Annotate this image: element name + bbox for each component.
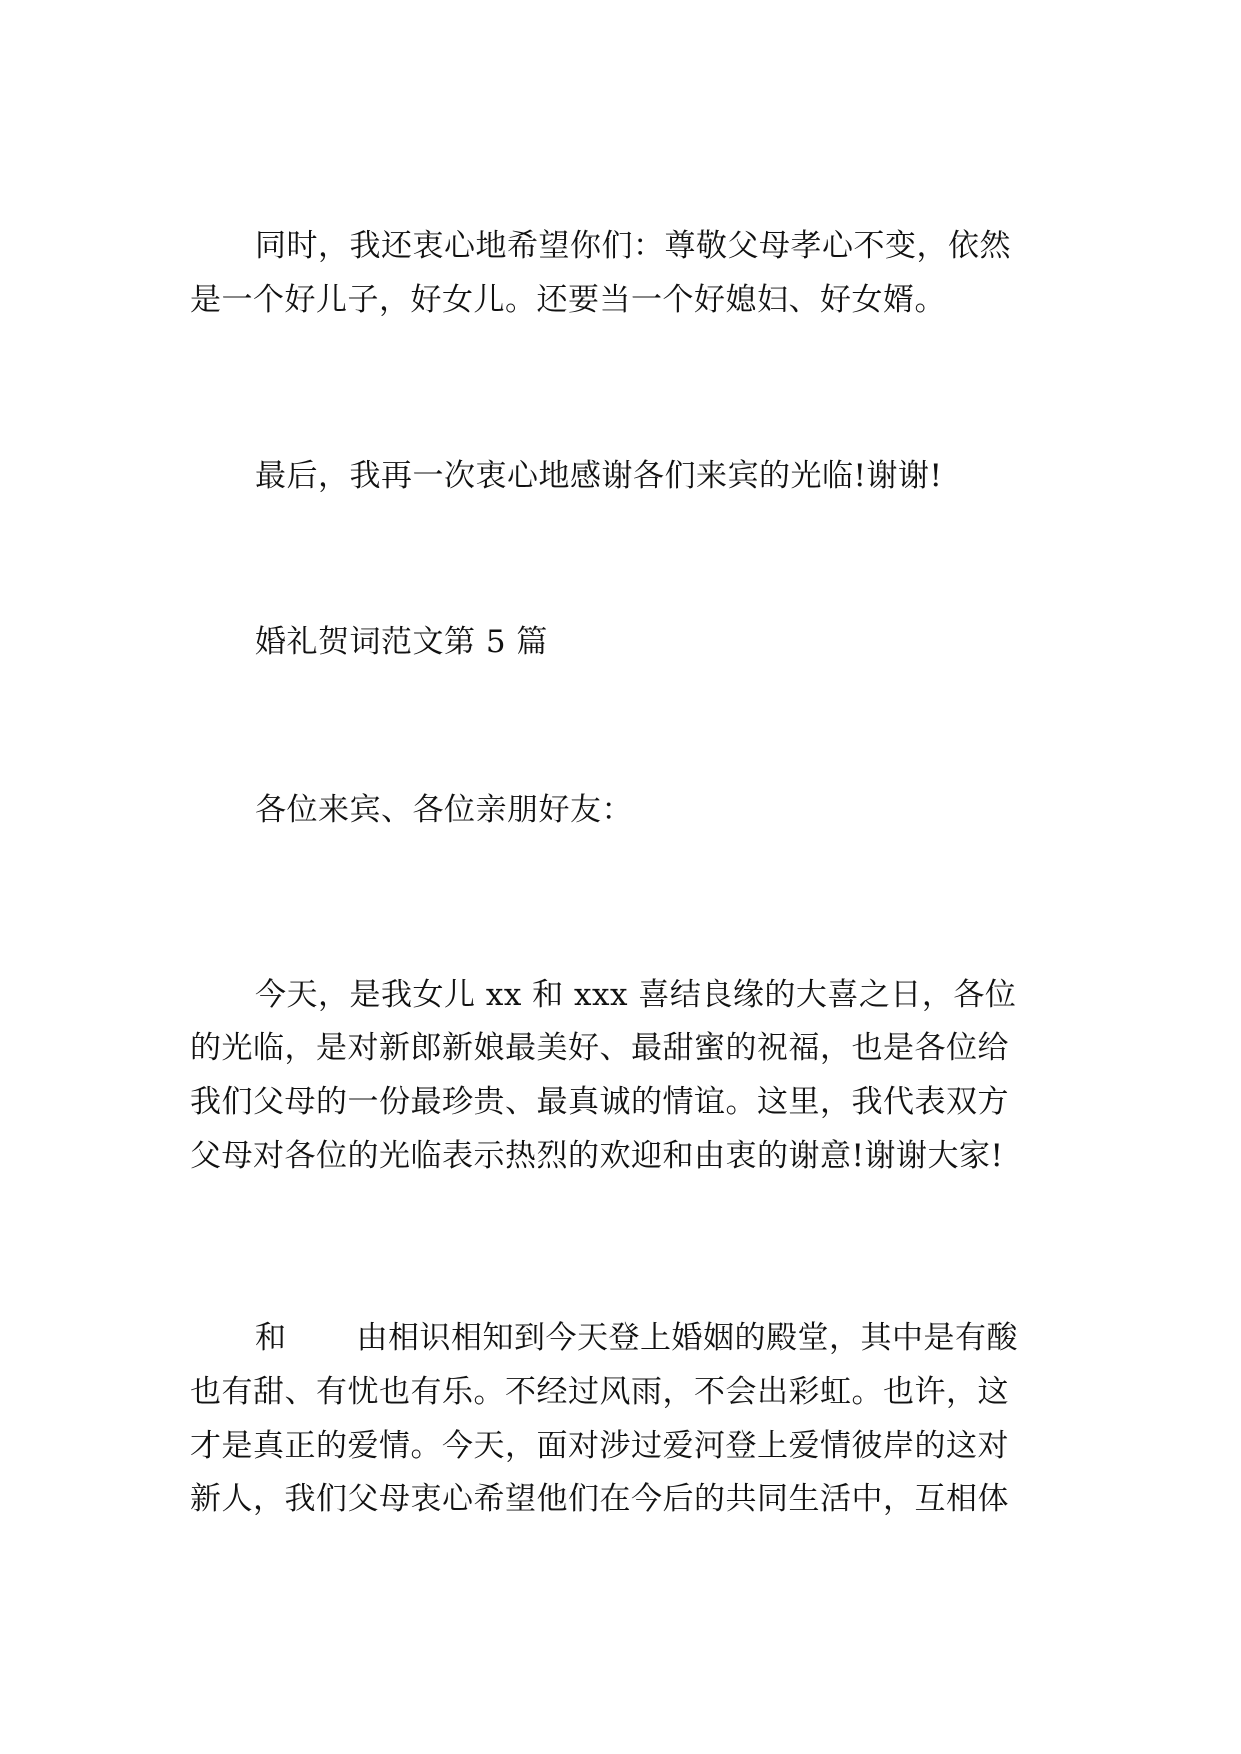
paragraph-1-line-2: 是一个好儿子，好女儿。还要当一个好媳妇、好女婿。	[190, 282, 946, 318]
paragraph-4-line-3: 我们父母的一份最珍贵、最真诚的情谊。这里，我代表双方	[190, 1084, 1009, 1120]
paragraph-5-line-3: 才是真正的爱情。今天，面对涉过爱河登上爱情彼岸的这对	[190, 1428, 1009, 1464]
paragraph-5-line-1	[255, 1316, 1135, 1360]
salutation: 各位来宾、各位亲朋好友：	[255, 792, 633, 828]
paragraph-5-line-1-start: 和	[255, 1320, 287, 1356]
paragraph-4-line-2: 的光临，是对新郎新娘最美好、最甜蜜的祝福，也是各位给	[190, 1030, 1009, 1066]
paragraph-1-line-1: 同时，我还衷心地希望你们：尊敬父母孝心不变，依然	[255, 228, 1011, 264]
paragraph-5-line-2: 也有甜、有忧也有乐。不经过风雨，不会出彩虹。也许，这	[190, 1374, 1009, 1410]
section-heading: 婚礼贺词范文第 5 篇	[255, 624, 548, 660]
paragraph-5-line-1-rest: 由相识相知到今天登上婚姻的殿堂，其中是有酸	[356, 1320, 1018, 1356]
paragraph-4-line-4: 父母对各位的光临表示热烈的欢迎和由衷的谢意!谢谢大家!	[190, 1138, 1004, 1174]
paragraph-5-line-4: 新人，我们父母衷心希望他们在今后的共同生活中，互相体	[190, 1481, 1009, 1517]
paragraph-2-line-1: 最后，我再一次衷心地感谢各们来宾的光临!谢谢!	[255, 458, 943, 494]
paragraph-4-line-1: 今天，是我女儿 xx 和 xxx 喜结良缘的大喜之日，各位	[255, 977, 1017, 1013]
